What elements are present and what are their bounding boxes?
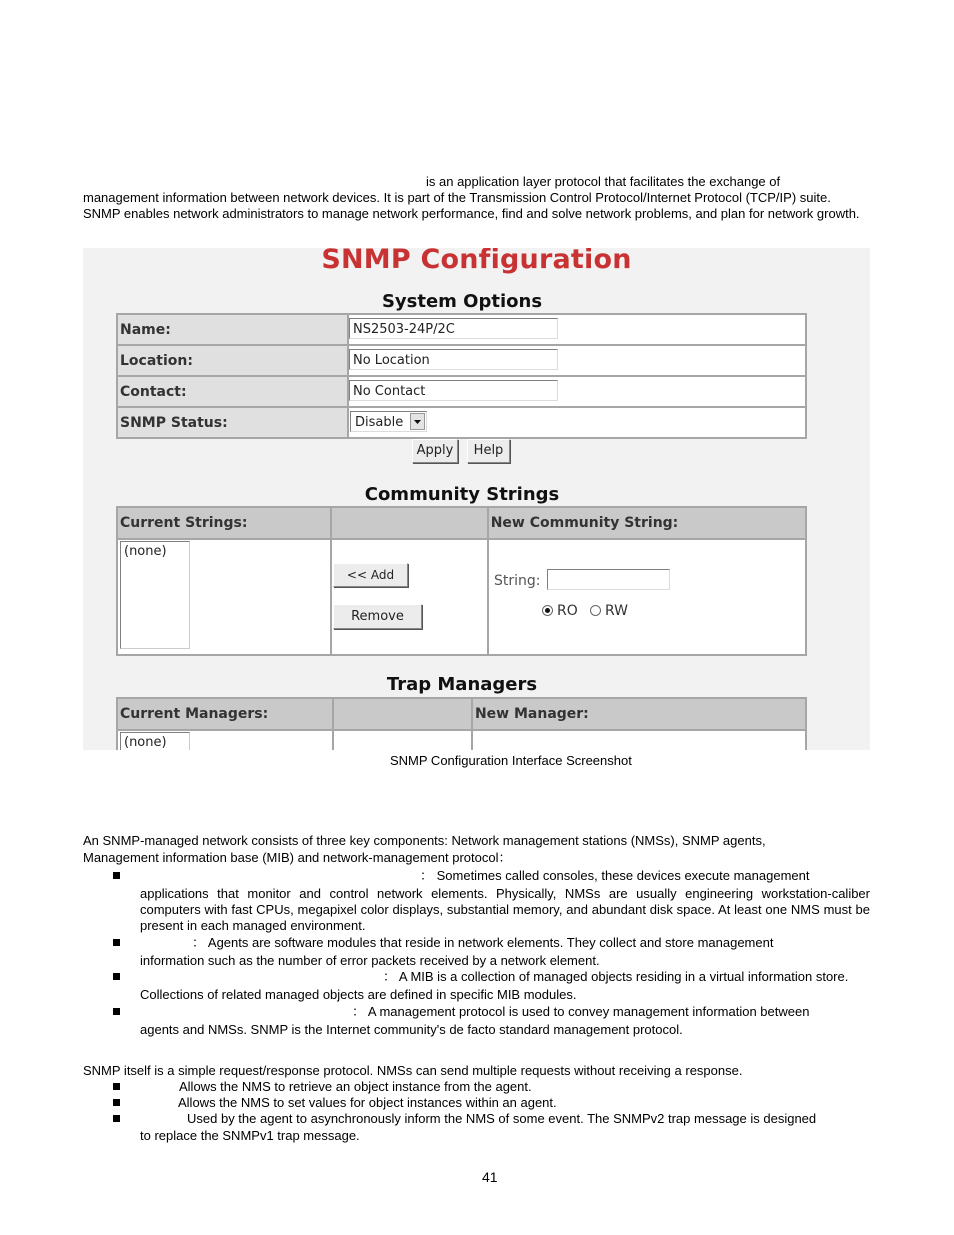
new-manager-header: New Manager: (472, 698, 806, 730)
rw-radio[interactable] (590, 605, 601, 616)
help-button[interactable]: Help (467, 439, 510, 463)
screenshot-title: SNMP Configuration (321, 248, 632, 275)
component-protocol-text: agents and NMSs. SNMP is the Internet community's de facto standard management protocol. (140, 1022, 683, 1037)
new-community-string-header: New Community String: (488, 507, 806, 539)
new-string-input[interactable] (547, 569, 670, 590)
bullet-icon (113, 973, 120, 980)
location-input[interactable]: No Location (349, 349, 558, 370)
ro-label: RO (557, 603, 578, 619)
rw-label: RW (605, 603, 629, 619)
page-number: 41 (482, 1169, 498, 1185)
components-intro-line2: Management information base (MIB) and network-management protocol： (83, 850, 512, 865)
figure-caption: SNMP Configuration Interface Screenshot (390, 753, 632, 768)
community-strings-table (116, 506, 807, 656)
component-mib-text: Collections of related managed objects are defined in specific MIB modules. (140, 987, 577, 1002)
intro-paragraph: management information between network devices. It is part of the Transmission Control Protocol/Internet Protocol (TCP/IP) suite. SNMP enables network administrators to manage network performance, find and solve network problems, and plan for network growth. (83, 190, 860, 221)
bullet-icon (113, 1008, 120, 1015)
component-mib-lead: ： A MIB is a collection of managed objects residing in a virtual information store. (383, 969, 849, 984)
component-nms-lead: ： Sometimes called consoles, these devices execute management (420, 868, 810, 883)
snmp-status-label: SNMP Status: (117, 407, 348, 438)
string-label: String: (494, 573, 541, 589)
component-protocol-lead: ： A management protocol is used to convey management information between (352, 1004, 810, 1019)
current-strings-list[interactable] (120, 541, 190, 649)
list-item[interactable]: (none) (124, 735, 167, 750)
trap-managers-table (116, 697, 807, 750)
component-nms-text: applications that monitor and control network elements. Physically, NMSs are usually engineering workstation-caliber computers with fast CPUs, megapixel color displays, substantial memory, and abundant disk space. At least one NMS must be present in each managed environment. (140, 886, 870, 933)
operations-intro: SNMP itself is a simple request/response protocol. NMSs can send multiple requests without receiving a response. (83, 1063, 743, 1078)
current-strings-header: Current Strings: (117, 507, 331, 539)
operation-set-text: Allows the NMS to set values for object instances within an agent. (178, 1095, 557, 1110)
intro-line1: is an application layer protocol that facilitates the exchange of (426, 174, 781, 189)
operation-trap-text-cont: to replace the SNMPv1 trap message. (140, 1128, 360, 1143)
list-item[interactable]: (none) (124, 544, 167, 559)
operation-get-text: Allows the NMS to retrieve an object instance from the agent. (179, 1079, 532, 1094)
bullet-icon (113, 1115, 120, 1122)
contact-label: Contact: (117, 376, 348, 407)
community-strings-heading: Community Strings (364, 484, 560, 505)
component-agents-text: information such as the number of error packets received by a network element. (140, 953, 600, 968)
bullet-icon (113, 1083, 120, 1090)
current-managers-header: Current Managers: (117, 698, 333, 730)
current-managers-list[interactable] (120, 732, 190, 750)
location-label: Location: (117, 345, 348, 376)
remove-button[interactable]: Remove (333, 604, 422, 629)
ro-radio[interactable] (542, 605, 553, 616)
snmp-status-value: Disable (355, 415, 404, 430)
bullet-icon (113, 872, 120, 879)
snmp-config-screenshot (83, 248, 870, 750)
operation-trap-text: Used by the agent to asynchronously inform the NMS of some event. The SNMPv2 trap message is designed (187, 1111, 817, 1126)
trap-managers-heading: Trap Managers (386, 674, 538, 695)
name-label: Name: (117, 314, 348, 345)
snmp-status-select[interactable] (350, 411, 427, 432)
chevron-down-icon[interactable] (410, 413, 425, 430)
apply-button[interactable]: Apply (412, 439, 458, 463)
component-agents-lead: ： Agents are software modules that reside in network elements. They collect and store management (192, 935, 774, 950)
add-button[interactable]: << Add (333, 563, 408, 587)
bullet-icon (113, 939, 120, 946)
system-options-heading: System Options (381, 291, 543, 312)
contact-input[interactable]: No Contact (349, 380, 558, 401)
name-input[interactable]: NS2503-24P/2C (349, 318, 558, 339)
bullet-icon (113, 1099, 120, 1106)
components-intro-line1: An SNMP-managed network consists of three key components: Network management stations (NMSs), SNMP agents, (83, 833, 766, 848)
